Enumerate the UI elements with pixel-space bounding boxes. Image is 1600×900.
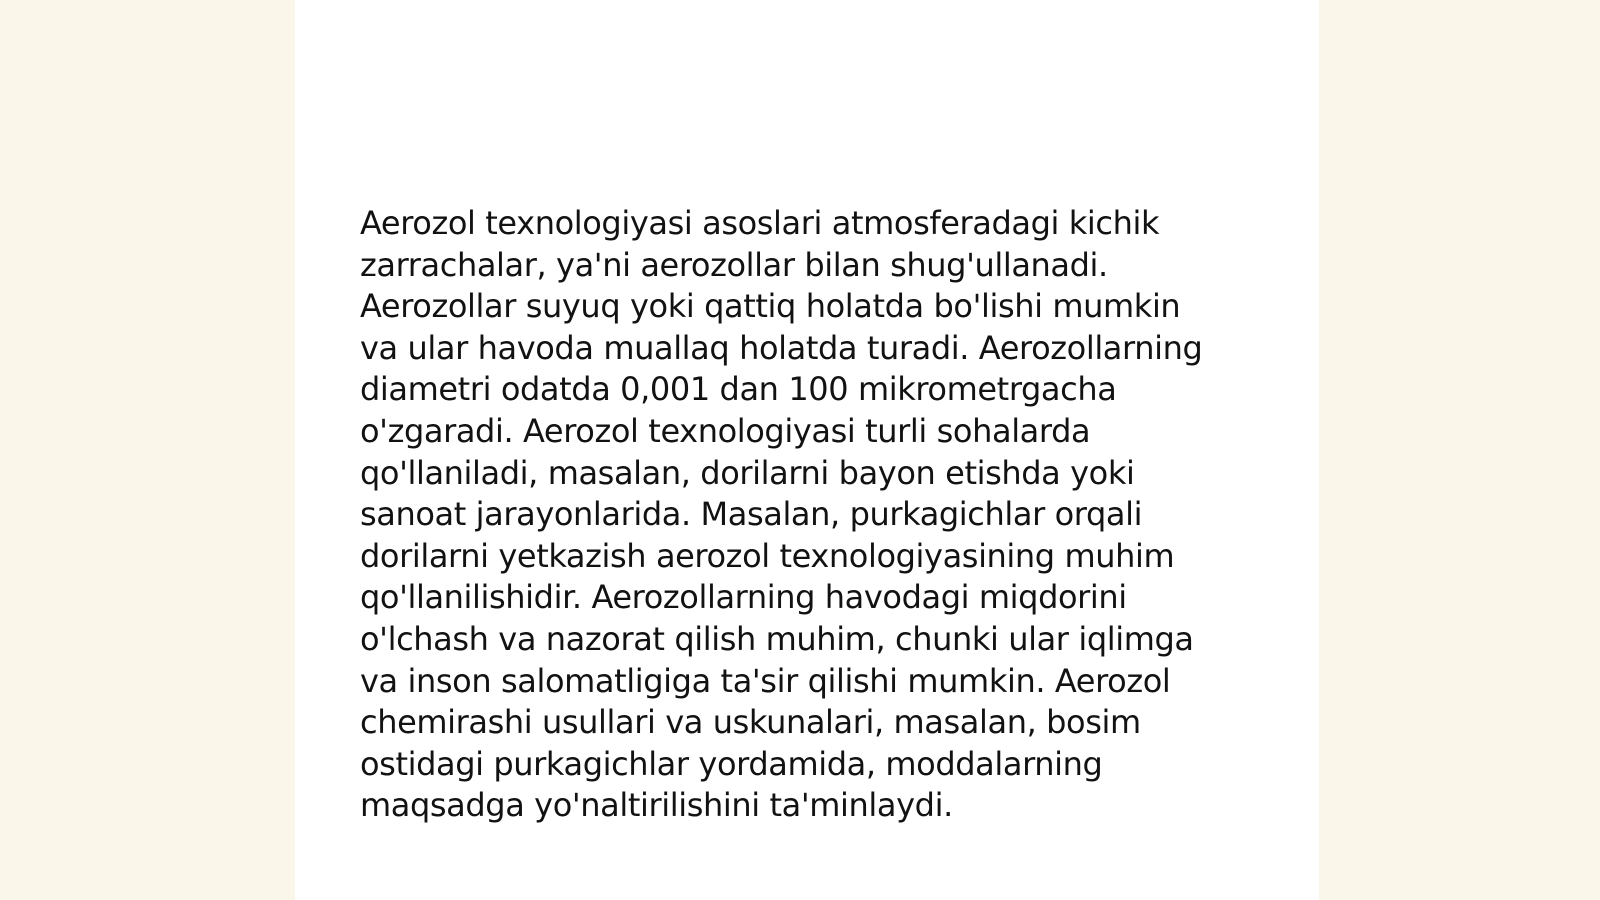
paragraph-line: o'lchash va nazorat qilish muhim, chunki ular iqlimga [360,619,1194,658]
paragraph-line: va inson salomatligiga ta'sir qilishi mumkin. Aerozol [360,661,1171,700]
paragraph-line: chemirashi usullari va uskunalari, masalan, bosim [360,703,1141,742]
paragraph-line: va ular havoda muallaq holatda turadi. Aerozollarning [360,328,1203,367]
paragraph-line: sanoat jarayonlarida. Masalan, purkagichlar orqali [360,495,1143,534]
paragraph-line: Aerozol texnologiyasi asoslari atmosferadagi kichik [360,204,1160,242]
paragraph-line: dorilarni yetkazish aerozol texnologiyasining muhim [360,536,1175,575]
paragraph-line: diametri odatda 0,001 dan 100 mikrometrgacha [360,370,1117,409]
paragraph-line: maqsadga yo'naltirilishini ta'minlaydi. [360,786,953,825]
paragraph-line: zarrachalar, ya'ni aerozollar bilan shug'ullanadi. [360,245,1108,284]
paragraph-line: Aerozollar suyuq yoki qattiq holatda bo'lishi mumkin [360,287,1181,326]
document-page [295,0,1319,900]
paragraph-line: o'zgaradi. Aerozol texnologiyasi turli sohalarda [360,411,1091,450]
body-paragraph [360,203,1260,827]
paragraph-line: qo'llaniladi, masalan, dorilarni bayon etishda yoki [360,453,1135,492]
paragraph-line: qo'llanilishidir. Aerozollarning havodagi miqdorini [360,578,1127,617]
paragraph-line: ostidagi purkagichlar yordamida, moddalarning [360,744,1103,783]
